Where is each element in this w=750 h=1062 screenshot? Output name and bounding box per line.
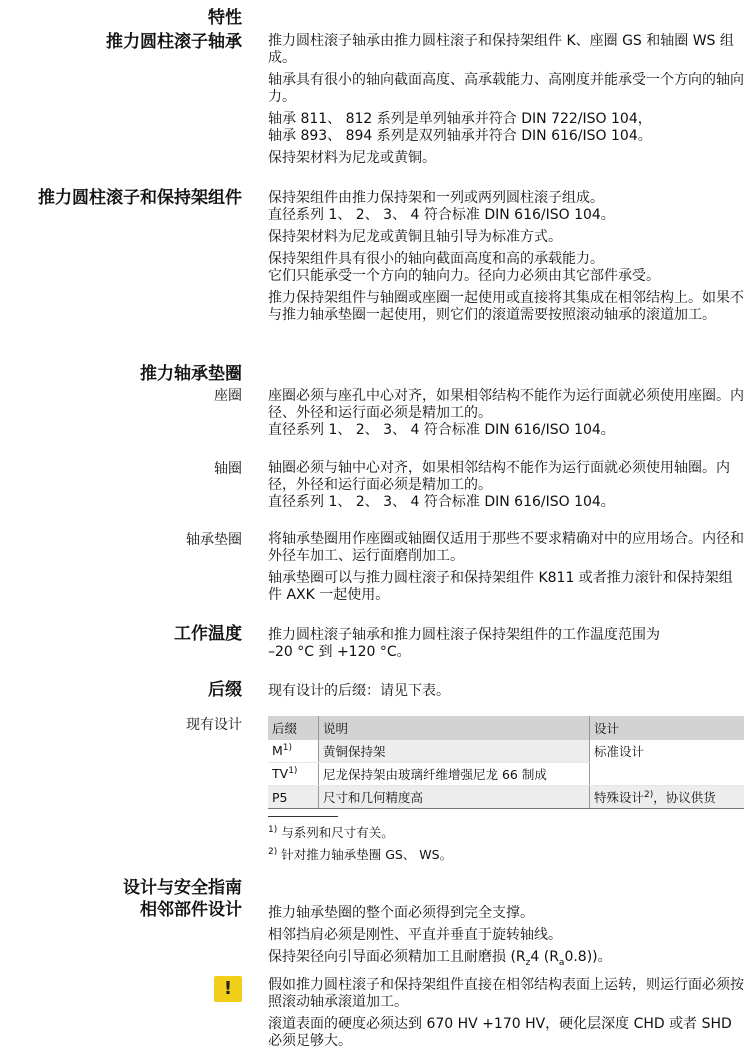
footnote-divider (268, 816, 338, 817)
design-heading: 设计与安全指南 (123, 878, 242, 898)
paragraph: 保持架材料为尼龙或黄铜。 (268, 150, 436, 166)
paragraph: 推力圆柱滚子轴承由推力圆柱滚子和保持架组件 K、座圈 GS 和轴圈 WS 组成。 (268, 33, 734, 66)
footnote-ref: 1) (282, 743, 293, 754)
footnote-1 (268, 822, 394, 841)
suffix-text: 现有设计的后缀：请见下表。 (268, 683, 450, 699)
line: 推力圆柱滚子轴承和推力圆柱滚子保持架组件的工作温度范围为 (268, 627, 660, 643)
suffix-table (268, 716, 744, 809)
paragraph: 直径系列 1、 2、 3、 4 符合标准 DIN 616/ISO 104。 (268, 494, 615, 510)
paragraph (268, 949, 744, 972)
shaft-washer-text (268, 460, 744, 511)
features-heading: 特性 (208, 8, 242, 28)
paragraph: 直径系列 1、 2、 3、 4 符合标准 DIN 616/ISO 104。 (268, 422, 615, 438)
design-special-tail: ，协议供货 (653, 790, 716, 805)
description-cell: 尼龙保持架由玻璃纤维增强尼龙 66 制成 (319, 763, 590, 786)
design-text (268, 905, 744, 1050)
paragraph: 推力保持架组件与轴圈或座圈一起使用或直接将其集成在相邻结构上。如果不与推力轴承垫圈一起使用，则它们的滚道需要按照滚动轴承的滚道加工。 (268, 290, 744, 323)
features-subheading: 推力圆柱滚子轴承 (106, 32, 242, 52)
footnote-text: 与系列和尺寸有关。 (281, 825, 394, 841)
paragraph: 座圈必须与座孔中心对齐，如果相邻结构不能作为运行面就必须使用座圈。内径、外径和运行面必须是精加工的。 (268, 388, 744, 421)
line: –20 °C 到 +120 °C。 (268, 644, 411, 660)
footnote-mark: 2) (268, 847, 278, 857)
subscript: z (525, 957, 531, 968)
temperature-heading: 工作温度 (174, 624, 242, 644)
column-header: 说明 (319, 716, 590, 740)
design-cell (590, 786, 745, 809)
footnote-2 (268, 844, 452, 863)
warning-icon: ! (214, 976, 242, 1002)
suffix-heading: 后缀 (208, 680, 242, 700)
paragraph: 保持架材料为尼龙或黄铜且轴引导为标准方式。 (268, 229, 562, 245)
line: 保持架组件由推力保持架和一列或两列圆柱滚子组成。 (268, 190, 604, 206)
text-run: 0.8))。 (564, 949, 612, 965)
footnote-ref: 2) (644, 789, 654, 800)
paragraph: 将轴承垫圈用作座圈或轴圈仅适用于那些不要求精确对中的应用场合。内径和外径车加工、运行面磨削加工。 (268, 531, 744, 564)
suffix-cell (268, 763, 319, 786)
text-run: 保持架径向引导面必须精加工且耐磨损 (R (268, 949, 526, 965)
design-cell: 标准设计 (590, 740, 745, 786)
text-run: 4 (R (530, 949, 559, 965)
footnote-mark: 1) (268, 825, 278, 835)
temperature-text (268, 627, 744, 661)
paragraph: 假如推力圆柱滚子和保持架组件直接在相邻结构表面上运转，则运行面必须按照滚动轴承滚道加工。 (268, 976, 744, 1010)
suffix-value: TV (272, 766, 289, 782)
table-row (268, 740, 744, 763)
paragraph (268, 190, 744, 224)
design-special: 特殊设计 (594, 790, 645, 805)
subscript: a (558, 957, 565, 968)
design-subheading: 相邻部件设计 (140, 900, 242, 920)
description-cell: 尺寸和几何精度高 (319, 786, 590, 809)
bearing-washer-text (268, 531, 744, 604)
footnote-text: 针对推力轴承垫圈 GS、 WS。 (281, 847, 453, 863)
suffix-table-label: 现有设计 (186, 717, 242, 733)
suffix-cell (268, 786, 319, 809)
table-header-row (268, 716, 744, 740)
cage-assembly-heading: 推力圆柱滚子和保持架组件 (38, 188, 242, 208)
line: 轴承 893、 894 系列是双列轴承并符合 DIN 616/ISO 104。 (268, 128, 652, 144)
bearing-washer-label: 轴承垫圈 (186, 532, 242, 548)
footnote-ref: 1) (288, 766, 298, 777)
paragraph: 轴圈必须与轴中心对齐，如果相邻结构不能作为运行面就必须使用轴圈。内径，外径和运行面必须是精加工的。 (268, 460, 730, 493)
line: 轴承 811、 812 系列是单列轴承并符合 DIN 722/ISO 104， (268, 111, 652, 127)
line: 保持架组件具有很小的轴向截面高度和高的承载能力。 (268, 251, 604, 267)
suffix-value: M (272, 743, 283, 759)
table-row (268, 786, 744, 809)
paragraph (268, 111, 744, 145)
suffix-cell (268, 740, 319, 763)
paragraph: 轴承垫圈可以与推力圆柱滚子和保持架组件 K811 或者推力滚针和保持架组件 AXK 一起使用。 (268, 570, 733, 603)
housing-washer-text (268, 388, 744, 439)
line: 直径系列 1、 2、 3、 4 符合标准 DIN 616/ISO 104。 (268, 207, 615, 223)
cage-assembly-text (268, 190, 744, 324)
paragraph (268, 627, 744, 661)
washers-heading: 推力轴承垫圈 (140, 364, 242, 384)
paragraph: 相邻挡肩必须是刚性、平直并垂直于旋转轴线。 (268, 927, 562, 943)
description-cell: 黄铜保持架 (319, 740, 590, 763)
suffix-value: P5 (272, 789, 288, 805)
paragraph (268, 251, 744, 285)
features-text (268, 33, 744, 167)
paragraph: 推力轴承垫圈的整个面必须得到完全支撑。 (268, 905, 534, 921)
paragraph: 滚道表面的硬度必须达到 670 HV +170 HV，硬化层深度 CHD 或者 SHD 必须足够大。 (268, 1015, 732, 1049)
column-header: 设计 (590, 716, 745, 740)
shaft-washer-label: 轴圈 (214, 461, 242, 477)
paragraph: 轴承具有很小的轴向截面高度、高承载能力、高刚度并能承受一个方向的轴向力。 (268, 72, 744, 105)
line: 它们只能承受一个方向的轴向力。径向力必须由其它部件承受。 (268, 268, 660, 284)
housing-washer-label: 座圈 (214, 388, 242, 404)
column-header: 后缀 (268, 716, 319, 740)
